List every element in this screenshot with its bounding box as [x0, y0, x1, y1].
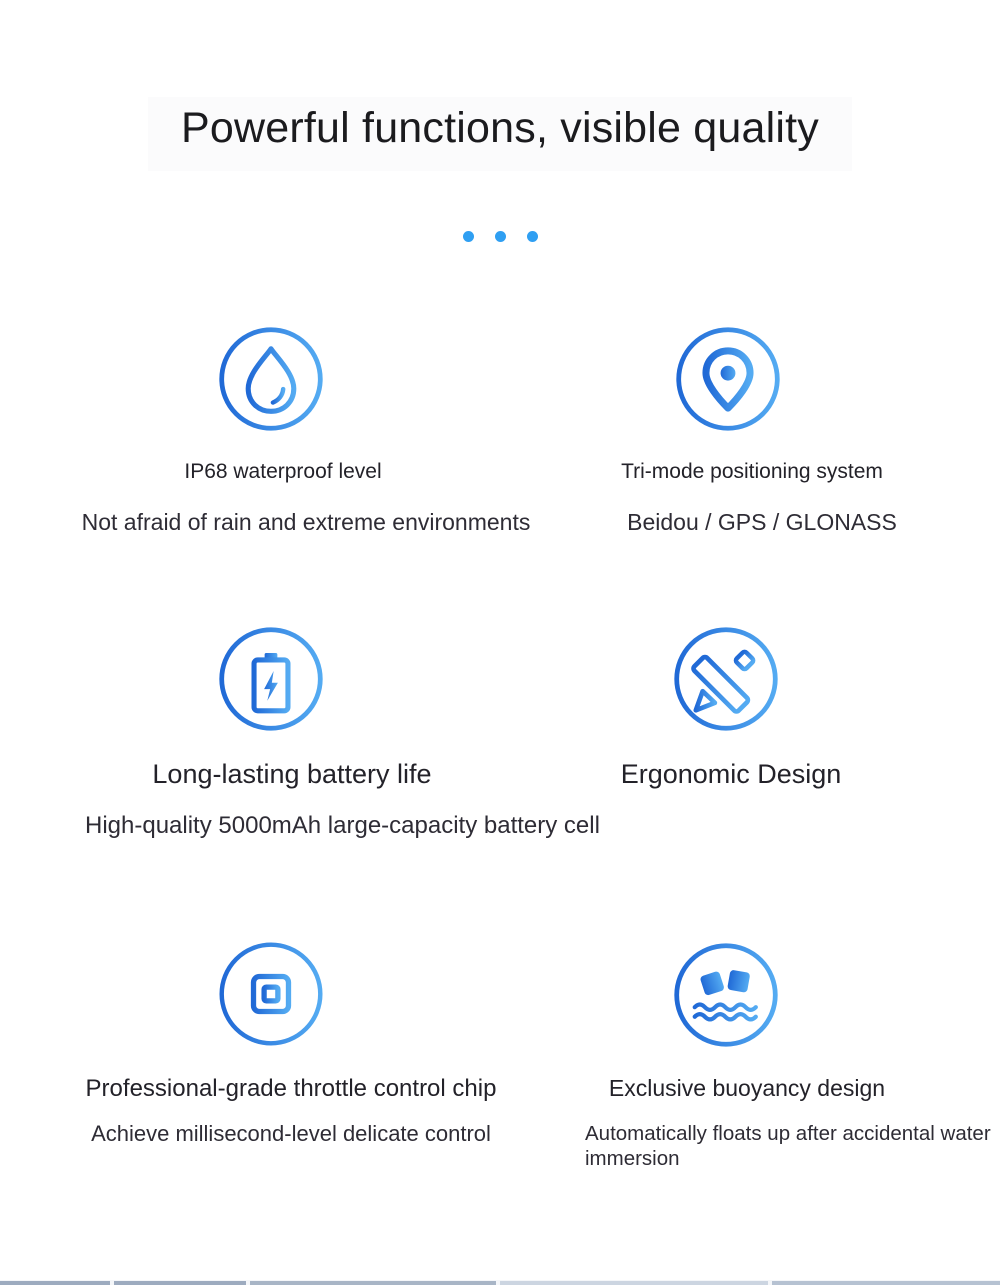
buoyancy-float-icon — [673, 942, 779, 1048]
feature-title-chip: Professional-grade throttle control chip — [85, 1075, 497, 1102]
waterdrop-icon — [218, 326, 324, 432]
edge-segment — [772, 1281, 1000, 1285]
feature-title-battery: Long-lasting battery life — [152, 759, 432, 789]
feature-subtitle-battery: High-quality 5000mAh large-capacity battery cell — [85, 812, 600, 839]
edge-segment — [500, 1281, 768, 1285]
edge-segment — [114, 1281, 246, 1285]
divider-dot — [463, 231, 474, 242]
feature-title-waterproof: IP68 waterproof level — [184, 460, 382, 483]
ruler-pencil-icon — [673, 626, 779, 732]
location-pin-icon — [675, 326, 781, 432]
feature-subtitle-chip: Achieve millisecond-level delicate control — [91, 1121, 491, 1146]
edge-segment — [250, 1281, 496, 1285]
feature-subtitle-waterproof: Not afraid of rain and extreme environments — [81, 509, 531, 535]
next-section-edge — [0, 1280, 1000, 1285]
feature-title-ergonomic: Ergonomic Design — [620, 759, 842, 789]
feature-title-buoyancy: Exclusive buoyancy design — [608, 1075, 886, 1101]
divider-dots — [0, 231, 1000, 242]
battery-charging-icon — [218, 626, 324, 732]
page-title: Powerful functions, visible quality — [181, 104, 819, 152]
processor-chip-icon — [218, 941, 324, 1047]
edge-segment — [0, 1281, 110, 1285]
feature-subtitle-positioning: Beidou / GPS / GLONASS — [627, 509, 897, 535]
feature-subtitle-buoyancy: Automatically floats up after accidental water immersion — [585, 1122, 991, 1170]
feature-title-positioning: Tri-mode positioning system — [621, 460, 883, 483]
divider-dot — [495, 231, 506, 242]
divider-dot — [527, 231, 538, 242]
